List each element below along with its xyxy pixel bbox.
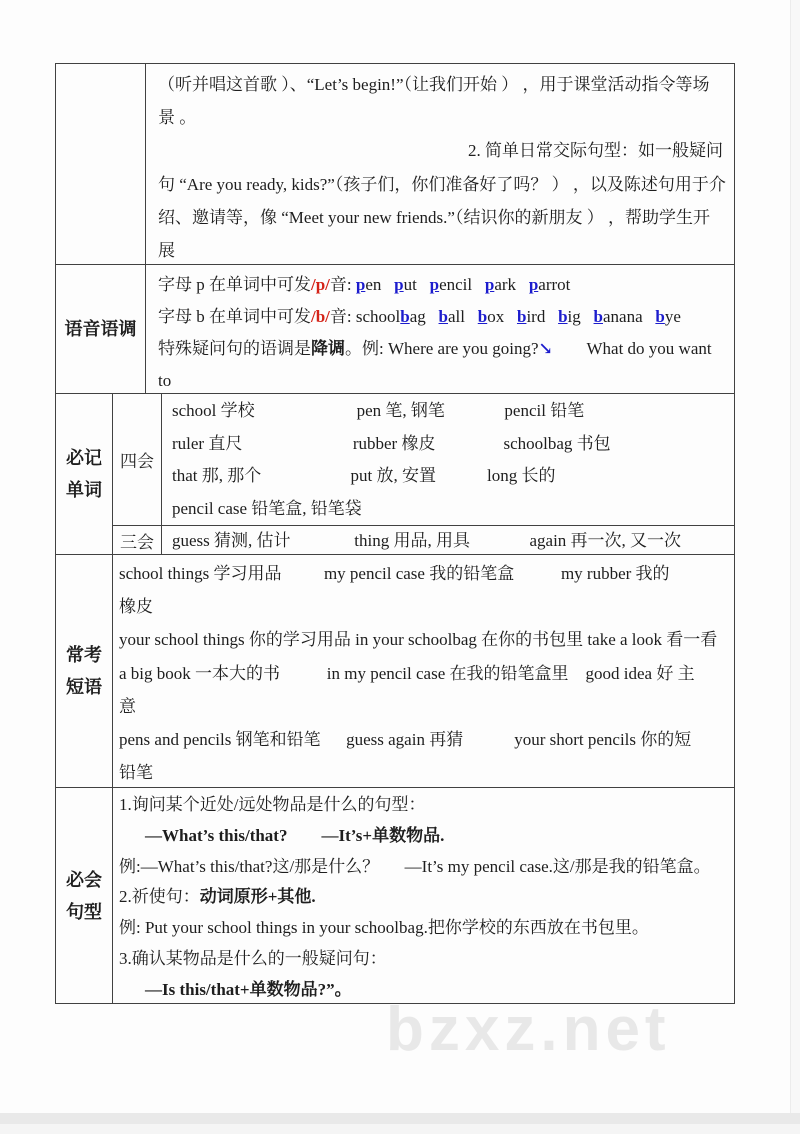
text-line: ruler 直尺 rubber 橡皮 schoolbag 书包 [172, 433, 611, 453]
subrow-three-skills [113, 525, 734, 554]
row-intro-label-empty [56, 64, 146, 264]
text-line: 2. 简单日常交际句型：如一般疑问 [468, 141, 723, 161]
text-line: 橡皮 [119, 597, 153, 617]
row-key-sentences-label [56, 788, 113, 1003]
text-line: （听并唱这首歌 ）、“Let’s begin!”（让我们开始 ） ，用于课堂活动指令等场 [158, 75, 710, 94]
study-notes-table [55, 63, 735, 1004]
four-skills-words [162, 394, 734, 525]
text-line: 1.询问某个近处/远处物品是什么的句型： [119, 795, 426, 814]
row-required-words [56, 393, 734, 554]
four-skills-label: 四会 [113, 394, 162, 525]
text-line: 特殊疑问句的语调是降调。例: Where are you going?↘ What do you want to [158, 339, 716, 390]
row-pronunciation-label-text: 语音语调 [64, 319, 137, 339]
text-line: that 那, 那个 put 放, 安置 long 长的 [172, 466, 556, 486]
text-line: 绍、邀请等，像 “Meet your new friends.”（结识你的新朋友 ） ，帮助学生开展 [158, 207, 710, 261]
text-line: 例:—What’s this/that?这/那是什么？ —It’s my pencil case.这/那是我的铅笔盒。 [119, 856, 711, 876]
row-key-sentences-content [113, 788, 734, 1003]
subrow-four-skills [113, 394, 734, 525]
row-pronunciation [56, 264, 734, 393]
row-intro-content [146, 64, 734, 264]
text-line: 字母 p 在单词中可发/p/音: pen put pencil park parrot [158, 275, 571, 294]
row-common-phrases-label-line2: 短语 [66, 677, 102, 697]
required-words-subrows [113, 394, 734, 554]
text-line: 2.祈使句：动词原形+其他. [119, 887, 316, 907]
row-common-phrases [56, 554, 734, 787]
row-common-phrases-label-line1: 常考 [66, 645, 102, 665]
text-line: a big book 一本大的书 in my pencil case 在我的铅笔盒里 good idea 好 主 [119, 663, 695, 683]
text-line: 句 “Are you ready, kids?”（孩子们，你们准备好了吗？ ） ，以及陈述句用于介 [158, 174, 726, 194]
three-skills-label: 三会 [113, 526, 162, 554]
text-line: 字母 b 在单词中可发/b/音: schoolbag ball box bird big banana bye [158, 307, 681, 326]
row-key-sentences-label-line2: 句型 [66, 901, 102, 922]
text-line: your school things 你的学习用品 in your schoolbag 在你的书包里 take a look 看一看 [119, 630, 718, 650]
row-common-phrases-content [113, 555, 734, 787]
text-line: school things 学习用品 my pencil case 我的铅笔盒 my rubber 我的 [119, 564, 670, 583]
text-line: —Is this/that+单数物品?”。 [145, 979, 352, 999]
row-key-sentences-label-line1: 必会 [66, 869, 102, 890]
page-right-margin [790, 0, 800, 1113]
text-line: 例: Put your school things in your schoolbag.把你学校的东西放在书包里。 [119, 918, 649, 938]
row-pronunciation-content [146, 265, 734, 393]
row-intro [56, 64, 734, 264]
text-line: pens and pencils 钢笔和铅笔 guess again 再猜 your short pencils 你的短 [119, 730, 692, 750]
row-required-words-label-line2: 单词 [66, 480, 102, 500]
text-line: school 学校 pen 笔, 钢笔 pencil 铅笔 [172, 401, 585, 420]
page-bottom-separator [0, 1113, 800, 1124]
site-watermark: bzxz.net [386, 995, 671, 1064]
next-page-edge [0, 1124, 800, 1134]
text-line: guess 猜测, 估计 thing 用品, 用具 again 再一次, 又一次 [172, 531, 682, 550]
text-line: —What’s this/that? —It’s+单数物品. [145, 825, 445, 845]
row-pronunciation-label [56, 265, 146, 393]
row-required-words-label [56, 394, 113, 554]
text-line: pencil case 铅笔盒, 铅笔袋 [172, 498, 362, 518]
text-line: 意 [119, 696, 136, 716]
row-required-words-label-line1: 必记 [66, 448, 102, 468]
three-skills-words [162, 526, 734, 554]
row-key-sentences [56, 787, 734, 1003]
text-line: 铅笔 [119, 763, 153, 783]
text-line: 3.确认某物品是什么的一般疑问句： [119, 948, 387, 968]
row-common-phrases-label [56, 555, 113, 787]
text-line: 景 。 [158, 108, 197, 128]
